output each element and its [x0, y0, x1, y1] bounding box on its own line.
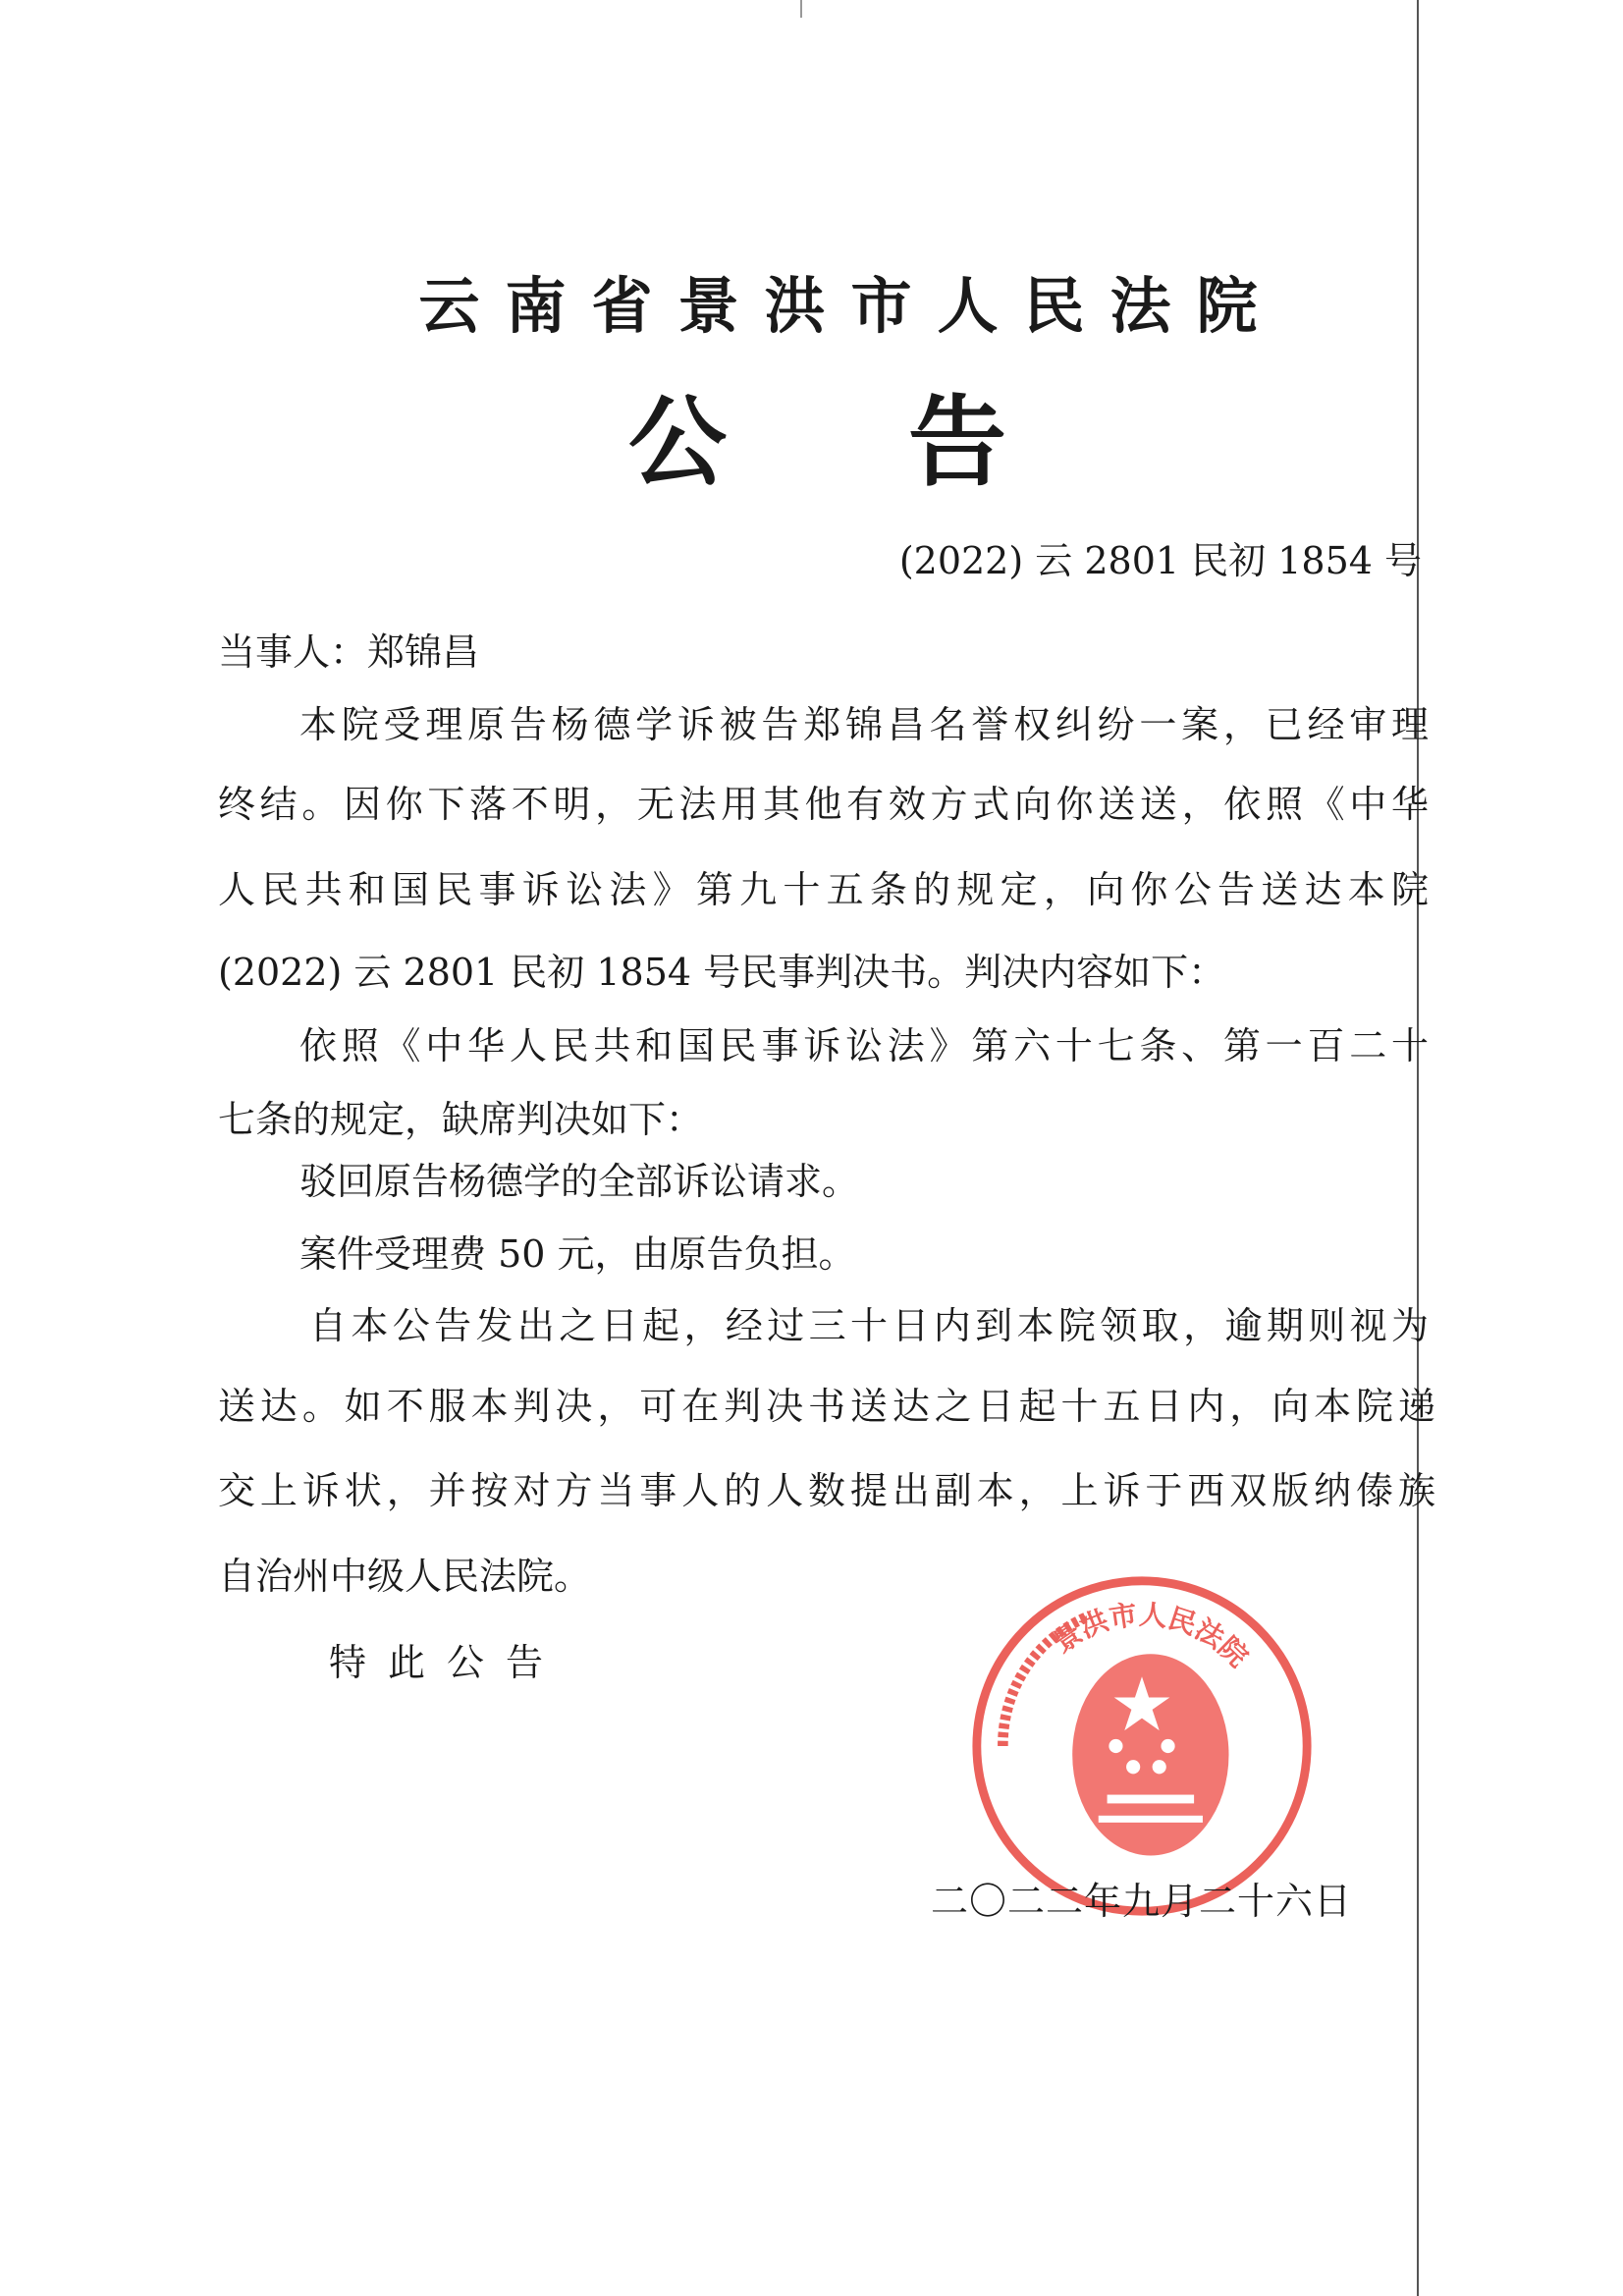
body-line: 终结。因你下落不明，无法用其他有效方式向你送送，依照《中华: [218, 783, 1429, 826]
court-name: 云南省景洪市人民法院: [418, 270, 1283, 342]
party-line: 当事人：郑锦昌: [218, 630, 480, 674]
closing-text: 特此公告: [329, 1641, 566, 1684]
body-line: 自本公告发出之日起，经过三十日内到本院领取，逾期则视为: [309, 1304, 1429, 1347]
doc-type-2: 告: [908, 384, 1006, 500]
body-line: 自治州中级人民法院。: [218, 1555, 592, 1598]
scan-mark: [800, 0, 802, 18]
seal-text: 景洪市人民法院: [1047, 1598, 1255, 1673]
body-line: (2022) 云 2801 民初 1854 号民事判决书。判决内容如下：: [218, 951, 1226, 994]
body-line: 人民共和国民事诉讼法》第九十五条的规定，向你公告送达本院: [218, 868, 1429, 911]
body-line: 送达。如不服本判决，可在判决书送达之日起十五日内，向本院递: [218, 1385, 1435, 1428]
body-line: 案件受理费 50 元，由原告负担。: [299, 1232, 856, 1276]
body-line: 七条的规定，缺席判决如下：: [218, 1098, 704, 1141]
body-line: 依照《中华人民共和国民事诉讼法》第六十七条、第一百二十: [299, 1024, 1429, 1067]
body-line: 本院受理原告杨德学诉被告郑锦昌名誉权纠纷一案，已经审理: [299, 703, 1429, 746]
issue-date: 二〇二二年九月二十六日: [931, 1880, 1353, 1923]
case-number: (2022) 云 2801 民初 1854 号: [898, 539, 1422, 582]
body-line: 驳回原告杨德学的全部诉讼请求。: [299, 1160, 860, 1203]
doc-type-1: 公: [628, 384, 727, 500]
court-seal: [968, 1572, 1316, 1920]
body-line: 交上诉状，并按对方当事人的人数提出副本，上诉于西双版纳傣族: [218, 1469, 1435, 1512]
